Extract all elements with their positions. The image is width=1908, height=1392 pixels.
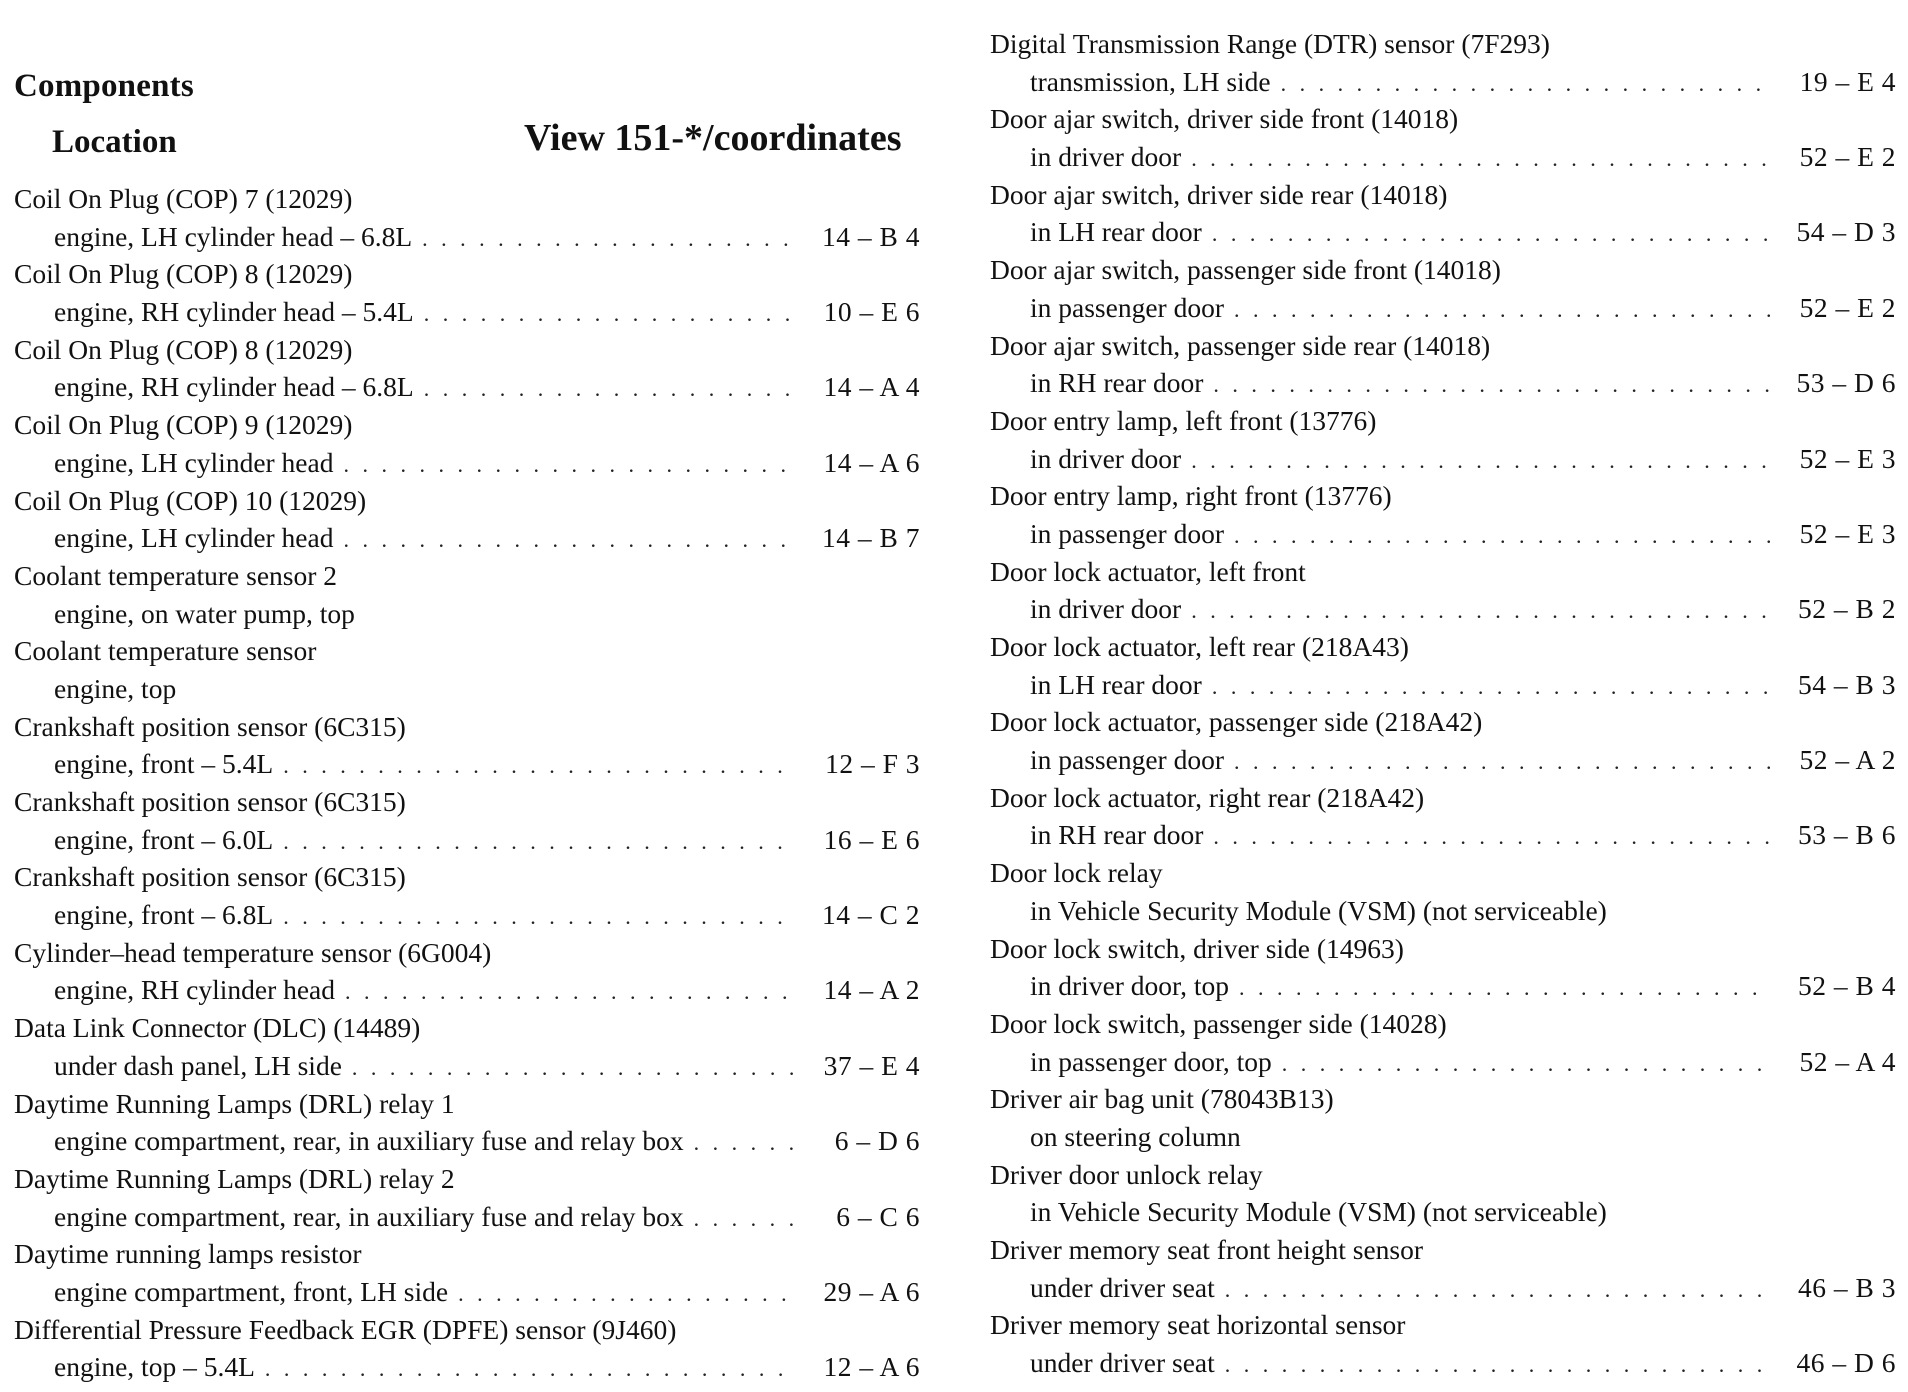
dot-leader [265, 1350, 794, 1388]
view-coordinate: 14 – A 6 [823, 446, 920, 478]
component-entry [990, 628, 1896, 703]
section-title: Components [14, 68, 194, 104]
component-name-line [14, 934, 920, 972]
component-entry [990, 327, 1896, 402]
view-coordinate: 52 – E 3 [1799, 442, 1896, 474]
component-location: engine, front – 5.4L [54, 748, 274, 780]
component-name: Daytime Running Lamps (DRL) relay 1 [14, 1087, 455, 1119]
component-name-line [990, 1005, 1896, 1043]
component-name-line [14, 180, 920, 218]
component-location-line [14, 218, 920, 256]
dot-leader [694, 1200, 794, 1238]
component-entry [990, 553, 1896, 628]
component-name: Door lock actuator, left rear (218A43) [990, 631, 1409, 662]
component-location-line [14, 1047, 920, 1085]
component-location: engine, LH cylinder head [54, 522, 334, 554]
component-entry [990, 176, 1896, 251]
component-entry [990, 251, 1896, 326]
component-name-line [990, 628, 1896, 666]
component-entry [990, 930, 1896, 1005]
component-entry [990, 703, 1896, 778]
component-name-line [14, 858, 920, 896]
component-name: Door lock actuator, right rear (218A42) [990, 781, 1425, 813]
component-name: Driver memory seat front height sensor [990, 1234, 1424, 1265]
component-entry [14, 1311, 920, 1386]
component-location-line [14, 1273, 920, 1311]
dot-leader [694, 1124, 794, 1162]
component-entry [990, 1231, 1896, 1306]
dot-leader [1239, 969, 1770, 1007]
component-entry [14, 1160, 920, 1235]
component-location: in driver door [1030, 593, 1182, 625]
component-name-line [14, 1160, 920, 1198]
view-coordinate: 12 – F 3 [825, 748, 920, 780]
component-name-line [990, 251, 1896, 289]
dot-leader [1225, 1346, 1770, 1384]
component-name-line [14, 1085, 920, 1123]
dot-leader [458, 1275, 794, 1313]
view-coordinate: 14 – C 2 [822, 899, 920, 931]
component-entry [14, 1235, 920, 1310]
component-name: Door lock relay [990, 857, 1163, 889]
component-entry [990, 1156, 1896, 1231]
component-location: on steering column [1030, 1120, 1241, 1152]
component-location: engine, on water pump, top [54, 597, 355, 629]
component-name-line [14, 406, 920, 444]
dot-leader [1234, 291, 1770, 329]
component-name: Coil On Plug (COP) 10 (12029) [14, 484, 367, 516]
view-coordinates-header: View 151-*/coordinates [524, 117, 902, 159]
component-name-line [990, 176, 1896, 214]
component-name-line [990, 1080, 1896, 1118]
component-name-line [14, 1009, 920, 1047]
component-location-line [990, 1269, 1896, 1307]
view-coordinate: 52 – B 2 [1798, 593, 1896, 625]
view-coordinate: 52 – E 2 [1799, 291, 1896, 323]
component-location: engine, LH cylinder head – 6.8L [54, 220, 413, 252]
component-location-line [990, 63, 1896, 101]
component-name: Coil On Plug (COP) 9 (12029) [14, 409, 353, 441]
view-coordinate: 46 – D 6 [1796, 1347, 1896, 1379]
component-name: Door ajar switch, passenger side rear (14018) [990, 329, 1491, 361]
dot-leader [1213, 366, 1770, 404]
component-entry [14, 331, 920, 406]
component-list-right [990, 25, 1896, 1382]
component-name-line [990, 477, 1896, 515]
view-coordinate: 37 – E 4 [823, 1049, 920, 1081]
view-coordinate: 53 – D 6 [1796, 367, 1896, 399]
dot-leader [345, 973, 794, 1011]
component-location: engine, top – 5.4L [54, 1351, 255, 1383]
component-entry [990, 477, 1896, 552]
component-entry [14, 1085, 920, 1160]
component-name-line [990, 1231, 1896, 1269]
component-location-line [14, 745, 920, 783]
component-location-line [990, 741, 1896, 779]
view-coordinate: 52 – E 2 [1799, 141, 1896, 173]
view-coordinate: 19 – E 4 [1799, 65, 1896, 97]
component-location: transmission, LH side [1030, 65, 1271, 97]
component-name-line [14, 255, 920, 293]
component-entry [990, 1306, 1896, 1381]
dot-leader [424, 295, 794, 333]
component-entry [14, 255, 920, 330]
component-location: engine, front – 6.8L [54, 899, 274, 931]
component-location-line [990, 816, 1896, 854]
component-location: in driver door [1030, 141, 1182, 173]
component-name: Daytime running lamps resistor [14, 1238, 362, 1270]
component-name-line [990, 1306, 1896, 1344]
component-location-line [14, 971, 920, 1009]
component-entry [990, 1080, 1896, 1155]
component-entry [14, 783, 920, 858]
view-coordinate: 6 – D 6 [834, 1125, 920, 1157]
view-coordinate: 53 – B 6 [1798, 819, 1896, 851]
component-entry [14, 482, 920, 557]
component-name-line [990, 779, 1896, 817]
component-entry [14, 406, 920, 481]
view-coordinate: 54 – B 3 [1798, 668, 1896, 700]
component-entry [14, 1009, 920, 1084]
view-coordinate: 16 – E 6 [823, 823, 920, 855]
dot-leader [283, 823, 794, 861]
dot-leader [422, 220, 794, 258]
component-name-line [990, 402, 1896, 440]
location-header: Location [52, 124, 177, 160]
component-entry [990, 25, 1896, 100]
component-entry [14, 708, 920, 783]
component-entry [990, 779, 1896, 854]
component-name: Crankshaft position sensor (6C315) [14, 861, 406, 893]
view-coordinate: 52 – A 4 [1799, 1045, 1896, 1077]
component-location-line [14, 1122, 920, 1160]
component-location-line [14, 670, 920, 708]
component-entry [14, 180, 920, 255]
dot-leader [1191, 140, 1770, 178]
view-coordinate: 29 – A 6 [823, 1275, 920, 1307]
component-name-line [990, 930, 1896, 968]
component-location: engine compartment, front, LH side [54, 1275, 449, 1307]
component-entry [14, 858, 920, 933]
component-location: in passenger door [1030, 291, 1224, 323]
component-location: engine, RH cylinder head – 6.8L [54, 371, 414, 403]
component-location: under dash panel, LH side [54, 1049, 342, 1081]
component-location: in driver door, top [1030, 970, 1229, 1002]
component-location: in Vehicle Security Module (VSM) (not serviceable) [1030, 894, 1607, 926]
dot-leader [1234, 517, 1770, 555]
component-name: Coolant temperature sensor [14, 635, 317, 667]
component-location-line [990, 515, 1896, 553]
component-name: Door lock switch, passenger side (14028) [990, 1007, 1447, 1039]
component-name-line [990, 327, 1896, 365]
component-name-line [14, 708, 920, 746]
view-coordinate: 52 – B 4 [1798, 970, 1896, 1002]
component-location-line [990, 138, 1896, 176]
dot-leader [1213, 818, 1770, 856]
dot-leader [283, 898, 794, 936]
component-name: Driver air bag unit (78043B13) [990, 1083, 1334, 1115]
dot-leader [352, 1049, 794, 1087]
component-location: in passenger door, top [1030, 1045, 1272, 1077]
component-location-line [990, 440, 1896, 478]
component-name-line [14, 1235, 920, 1273]
view-coordinate: 14 – B 4 [822, 220, 920, 252]
dot-leader [1281, 65, 1770, 103]
component-name: Cylinder–head temperature sensor (6G004) [14, 936, 492, 968]
component-location: under driver seat [1030, 1347, 1215, 1379]
component-location: in Vehicle Security Module (VSM) (not serviceable) [1030, 1196, 1607, 1228]
component-location: in passenger door [1030, 517, 1224, 549]
component-name-line [14, 482, 920, 520]
view-coordinate: 14 – B 7 [822, 522, 920, 554]
dot-leader [1234, 743, 1770, 781]
component-name-line [14, 557, 920, 595]
component-entry [990, 1005, 1896, 1080]
component-name: Coolant temperature sensor 2 [14, 559, 338, 591]
dot-leader [1225, 1271, 1770, 1309]
component-location: engine, front – 6.0L [54, 823, 274, 855]
view-coordinate: 14 – A 2 [823, 974, 920, 1006]
view-coordinate: 12 – A 6 [823, 1351, 920, 1383]
component-location-line [14, 368, 920, 406]
component-list-left [14, 180, 920, 1386]
component-name: Door ajar switch, driver side front (14018) [990, 103, 1459, 135]
component-location-line [14, 821, 920, 859]
dot-leader [424, 370, 794, 408]
view-coordinate: 52 – A 2 [1799, 744, 1896, 776]
component-location-line [990, 590, 1896, 628]
view-coordinate: 10 – E 6 [823, 296, 920, 328]
component-location-line [990, 1193, 1896, 1231]
component-entry [14, 632, 920, 707]
component-location-line [990, 289, 1896, 327]
dot-leader [1282, 1045, 1770, 1083]
component-location: in RH rear door [1030, 819, 1204, 851]
component-name: Door ajar switch, passenger side front (14018) [990, 254, 1501, 286]
component-location-line [990, 1118, 1896, 1156]
view-coordinate: 6 – C 6 [836, 1200, 920, 1232]
component-name-line [14, 1311, 920, 1349]
component-name: Coil On Plug (COP) 8 (12029) [14, 258, 353, 290]
component-location: in passenger door [1030, 744, 1224, 776]
component-location-line [990, 213, 1896, 251]
component-location-line [14, 293, 920, 331]
component-entry [990, 402, 1896, 477]
component-name: Door entry lamp, left front (13776) [990, 404, 1377, 436]
dot-leader [1191, 442, 1770, 480]
component-location-line [990, 1043, 1896, 1081]
component-location: in RH rear door [1030, 367, 1204, 399]
component-name: Coil On Plug (COP) 8 (12029) [14, 333, 353, 365]
component-location-line [14, 444, 920, 482]
component-location: in LH rear door [1030, 216, 1202, 248]
view-coordinate: 46 – B 3 [1798, 1271, 1896, 1303]
component-location: engine, top [54, 672, 177, 704]
component-name-line [14, 632, 920, 670]
component-name-line [14, 331, 920, 369]
component-location-line [14, 595, 920, 633]
component-name-line [990, 100, 1896, 138]
component-name: Coil On Plug (COP) 7 (12029) [14, 183, 353, 214]
dot-leader [1212, 215, 1770, 253]
component-location: engine compartment, rear, in auxiliary fuse and relay box [54, 1125, 684, 1157]
view-coordinate: 14 – A 4 [823, 371, 920, 403]
component-name-line [990, 25, 1896, 63]
view-coordinate: 52 – E 3 [1799, 517, 1896, 549]
component-location-line [990, 967, 1896, 1005]
dot-leader [1191, 592, 1770, 630]
component-name: Crankshaft position sensor (6C315) [14, 786, 406, 817]
component-location: engine compartment, rear, in auxiliary fuse and relay box [54, 1200, 684, 1232]
component-location-line [990, 1344, 1896, 1382]
component-name: Door lock switch, driver side (14963) [990, 932, 1404, 964]
component-name: Differential Pressure Feedback EGR (DPFE) sensor (9J460) [14, 1313, 677, 1345]
view-coordinate: 54 – D 3 [1796, 216, 1896, 248]
component-location-line [14, 519, 920, 557]
dot-leader [283, 747, 794, 785]
component-location: engine, LH cylinder head [54, 446, 334, 478]
component-name: Driver memory seat horizontal sensor [990, 1309, 1406, 1341]
component-location-line [990, 666, 1896, 704]
dot-leader [343, 521, 794, 559]
component-location-line [990, 364, 1896, 402]
component-name-line [990, 854, 1896, 892]
component-name: Door lock actuator, passenger side (218A42) [990, 706, 1483, 738]
component-name-line [990, 553, 1896, 591]
component-name: Door lock actuator, left front [990, 555, 1306, 587]
component-location: engine, RH cylinder head – 5.4L [54, 296, 414, 328]
component-name: Data Link Connector (DLC) (14489) [14, 1012, 421, 1044]
component-location: in LH rear door [1030, 668, 1202, 700]
component-entry [990, 854, 1896, 929]
component-location: engine, RH cylinder head [54, 974, 336, 1006]
component-name: Door ajar switch, driver side rear (14018) [990, 178, 1448, 210]
component-entry [14, 934, 920, 1009]
dot-leader [1212, 668, 1770, 706]
component-name-line [990, 1156, 1896, 1194]
component-name-line [14, 783, 920, 821]
dot-leader [343, 446, 794, 484]
component-name: Driver door unlock relay [990, 1158, 1263, 1190]
component-name: Door entry lamp, right front (13776) [990, 480, 1392, 512]
component-name-line [990, 703, 1896, 741]
component-name: Crankshaft position sensor (6C315) [14, 710, 406, 742]
component-location-line [14, 896, 920, 934]
component-location: in driver door [1030, 442, 1182, 474]
component-location: under driver seat [1030, 1271, 1215, 1303]
component-location-line [14, 1198, 920, 1236]
component-name: Digital Transmission Range (DTR) sensor (7F293) [990, 28, 1550, 59]
component-name: Daytime Running Lamps (DRL) relay 2 [14, 1162, 455, 1194]
component-entry [990, 100, 1896, 175]
component-location-line [14, 1348, 920, 1386]
component-entry [14, 557, 920, 632]
component-location-line [990, 892, 1896, 930]
